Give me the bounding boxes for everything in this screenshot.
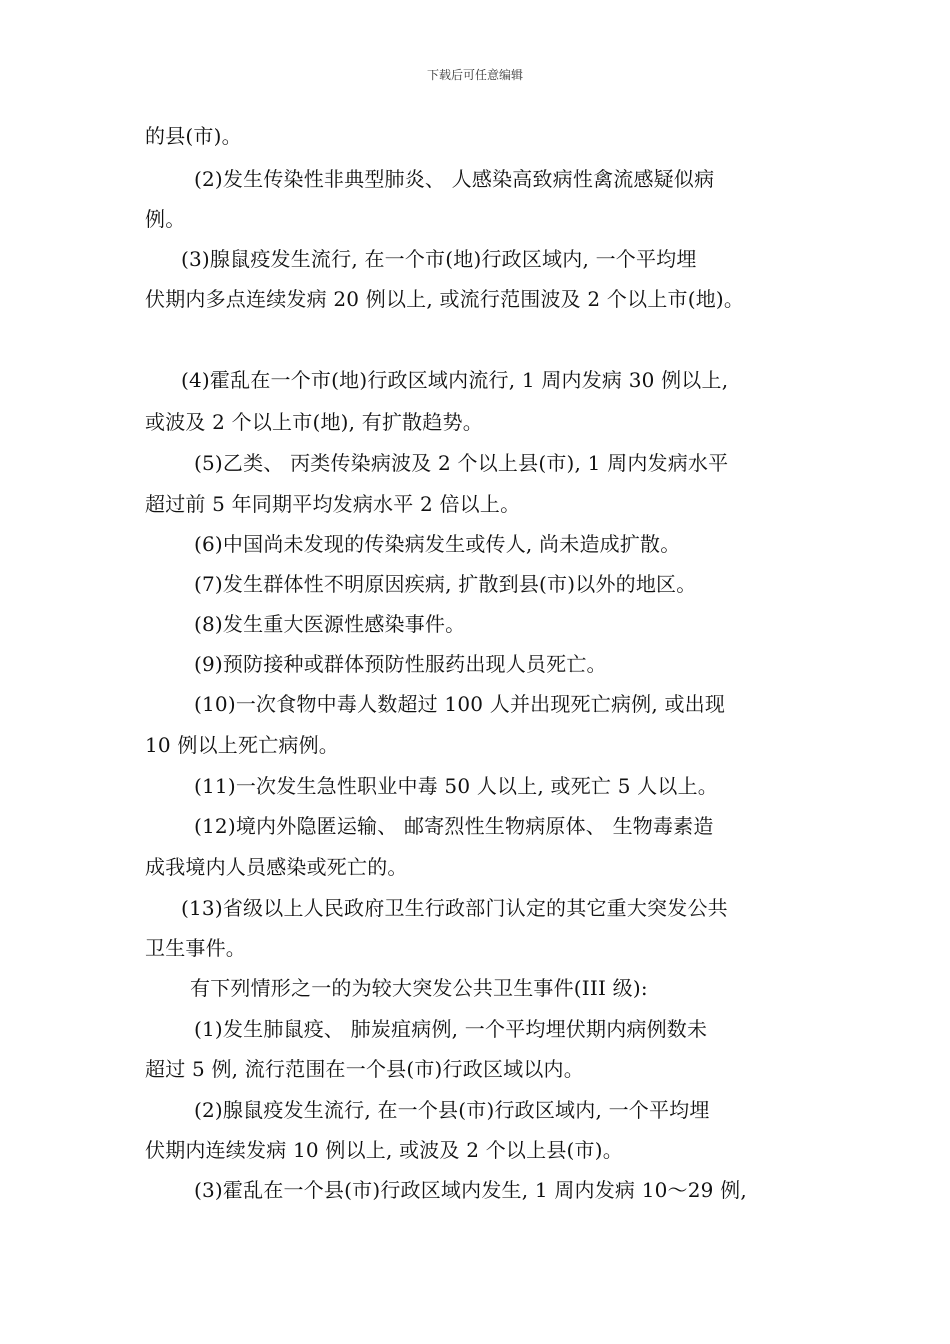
text-line: (4)霍乱在一个市(地)行政区域内流行, 1 周内发病 30 例以上, <box>181 368 729 392</box>
text-line: (2)腺鼠疫发生流行, 在一个县(市)行政区域内, 一个平均埋 <box>194 1098 710 1122</box>
text-line: (5)乙类、 丙类传染病波及 2 个以上县(市), 1 周内发病水平 <box>194 451 729 475</box>
text-line: 伏期内多点连续发病 20 例以上, 或流行范围波及 2 个以上市(地)。 <box>145 287 745 311</box>
text-line: 的县(市)。 <box>145 124 242 148</box>
text-line: 卫生事件。 <box>145 936 246 960</box>
text-line: (1)发生肺鼠疫、 肺炭疽病例, 一个平均埋伏期内病例数未 <box>194 1017 708 1041</box>
text-line: (9)预防接种或群体预防性服药出现人员死亡。 <box>194 652 607 676</box>
text-line: (7)发生群体性不明原因疾病, 扩散到县(市)以外的地区。 <box>194 572 697 596</box>
text-line: (3)霍乱在一个县(市)行政区域内发生, 1 周内发病 10～29 例, <box>194 1178 747 1202</box>
text-line: (6)中国尚未发现的传染病发生或传人, 尚未造成扩散。 <box>194 532 681 556</box>
text-line: 有下列情形之一的为较大突发公共卫生事件(III 级): <box>190 976 648 1000</box>
text-line: 超过前 5 年同期平均发病水平 2 倍以上。 <box>145 492 521 516</box>
text-line: (2)发生传染性非典型肺炎、 人感染高致病性禽流感疑似病 <box>194 167 715 191</box>
text-line: (12)境内外隐匿运输、 邮寄烈性生物病原体、 生物毒素造 <box>194 814 714 838</box>
text-line: (10)一次食物中毒人数超过 100 人并出现死亡病例, 或出现 <box>194 692 726 716</box>
text-line: 例。 <box>145 207 186 231</box>
text-line: (8)发生重大医源性感染事件。 <box>194 612 466 636</box>
text-line: 伏期内连续发病 10 例以上, 或波及 2 个以上县(市)。 <box>145 1138 623 1162</box>
text-line: 超过 5 例, 流行范围在一个县(市)行政区域以内。 <box>145 1057 584 1081</box>
text-line: 10 例以上死亡病例。 <box>145 733 340 757</box>
text-line: (3)腺鼠疫发生流行, 在一个市(地)行政区域内, 一个平均埋 <box>181 247 697 271</box>
text-line: 或波及 2 个以上市(地), 有扩散趋势。 <box>145 410 483 434</box>
text-line: 成我境内人员感染或死亡的。 <box>145 855 408 879</box>
page-header: 下载后可任意编辑 <box>426 68 523 82</box>
text-line: (13)省级以上人民政府卫生行政部门认定的其它重大突发公共 <box>181 896 728 920</box>
text-line: (11)一次发生急性职业中毒 50 人以上, 或死亡 5 人以上。 <box>194 774 718 798</box>
